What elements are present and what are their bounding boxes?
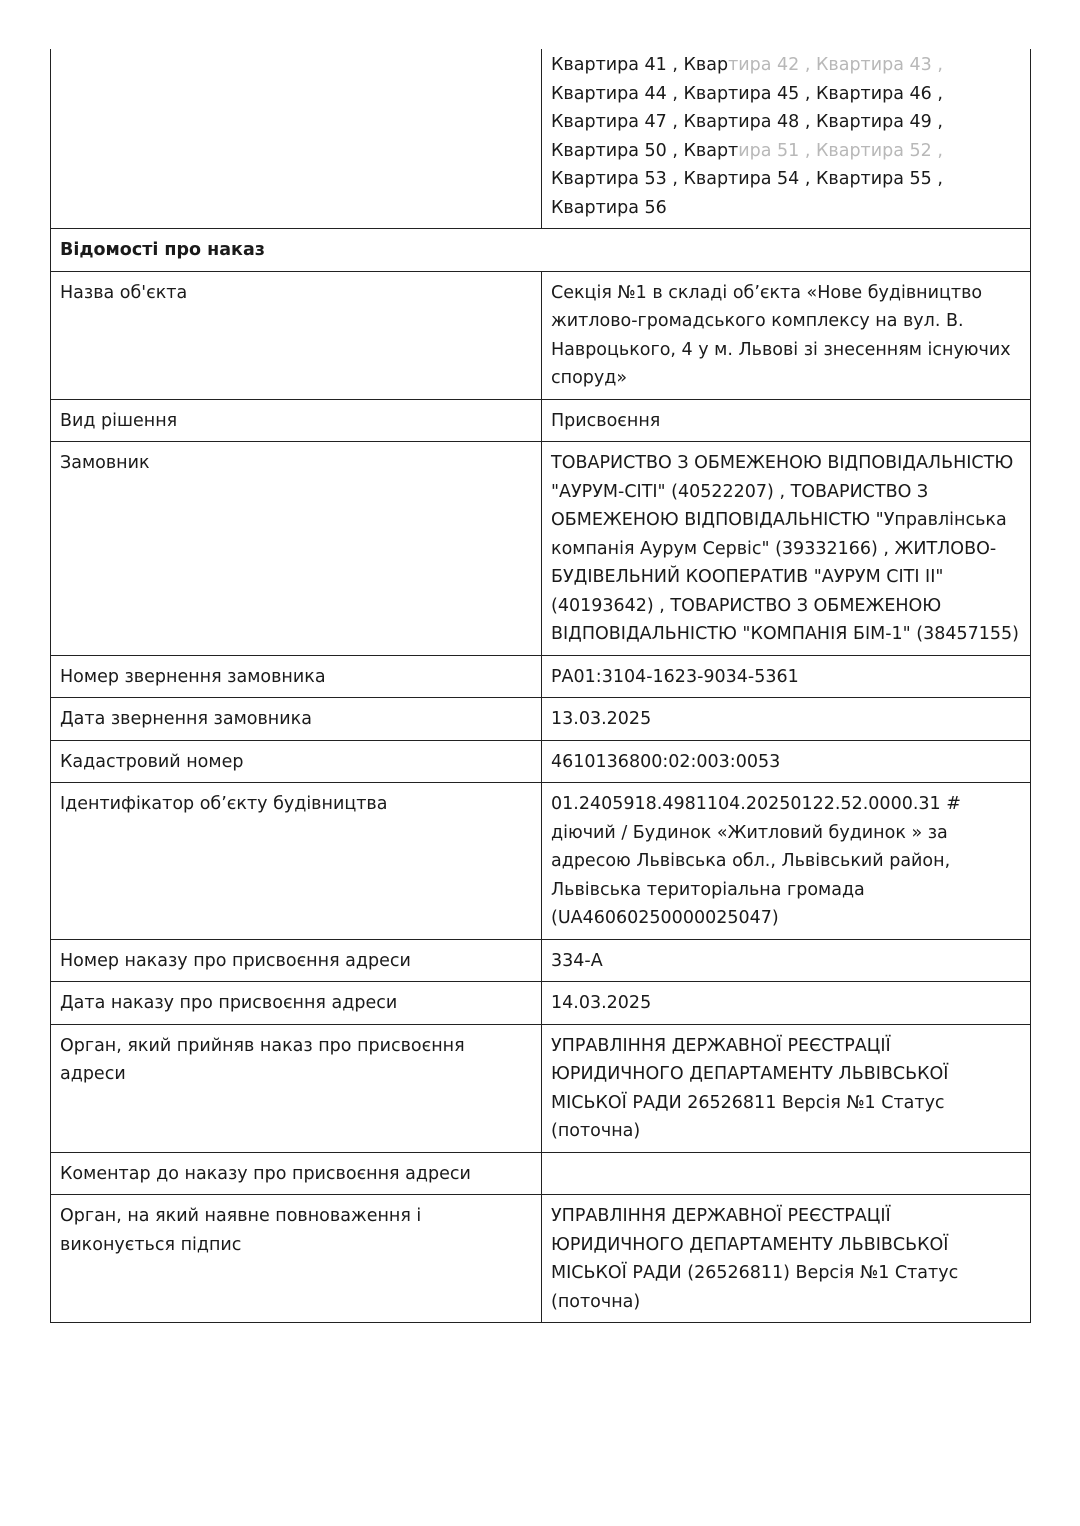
section-title: Відомості про наказ: [51, 229, 1031, 272]
row-label: Замовник: [51, 442, 542, 656]
info-row: [51, 982, 1031, 1025]
row-label: Коментар до наказу про присвоєння адреси: [51, 1152, 542, 1195]
row-value: Секція №1 в складі об’єкта «Нове будівництво житлово-громадського комплексу на вул. В. Навроцького, 4 у м. Львові зі знесенням існуючих споруд»: [542, 271, 1031, 399]
row-value: [542, 1152, 1031, 1195]
row-value: 01.2405918.4981104.20250122.52.0000.31 # діючий / Будинок «Житловий будинок » за адресою Львівська обл., Львівський район, Львівська територіальна громада (UA46060250000025047): [542, 783, 1031, 940]
row-value: УПРАВЛІННЯ ДЕРЖАВНОЇ РЕЄСТРАЦІЇ ЮРИДИЧНОГО ДЕПАРТАМЕНТУ ЛЬВІВСЬКОЇ МІСЬКОЇ РАДИ (26526811) Версія №1 Статус (поточна): [542, 1195, 1031, 1323]
order-info-table: [50, 49, 1031, 1323]
info-row: [51, 783, 1031, 940]
apartments-line: Квартира 41 , Квартира 42 , Квартира 43 ,: [551, 55, 943, 75]
row-label: Ідентифікатор об’єкту будівництва: [51, 783, 542, 940]
row-label: Дата звернення замовника: [51, 698, 542, 741]
section-header-row: [51, 229, 1031, 272]
info-row: [51, 442, 1031, 656]
row-value: Присвоєння: [542, 399, 1031, 442]
apartments-line: Квартира 47 , Квартира 48 , Квартира 49 ,: [551, 112, 943, 132]
apartments-label-cell: [51, 49, 542, 229]
info-row: [51, 655, 1031, 698]
info-row: [51, 1195, 1031, 1323]
info-row: [51, 939, 1031, 982]
row-value: 4610136800:02:003:0053: [542, 740, 1031, 783]
apartments-line: Квартира 44 , Квартира 45 , Квартира 46 ,: [551, 83, 943, 104]
info-row: [51, 698, 1031, 741]
apartments-list-cell: [542, 49, 1031, 229]
apartments-line: Квартира 53 , Квартира 54 , Квартира 55 ,: [551, 169, 943, 189]
row-value: РА01:3104-1623-9034-5361: [542, 655, 1031, 698]
info-row: [51, 1024, 1031, 1152]
apartments-row: [51, 49, 1031, 229]
row-value: ТОВАРИСТВО З ОБМЕЖЕНОЮ ВІДПОВІДАЛЬНІСТЮ "АУРУМ-СІТІ" (40522207) , ТОВАРИСТВО З ОБМЕЖЕНОЮ ВІДПОВІДАЛЬНІСТЮ "Управлінська компанія Аурум Сервіс" (39332166) , ЖИТЛОВО-БУДІВЕЛЬНИЙ КООПЕРАТИВ "АУРУМ СІТІ ІІ" (40193642) , ТОВАРИСТВО З ОБМЕЖЕНОЮ ВІДПОВІДАЛЬНІСТЮ "КОМПАНІЯ БІМ-1" (38457155): [542, 442, 1031, 656]
info-row: [51, 1152, 1031, 1195]
row-label: Кадастровий номер: [51, 740, 542, 783]
info-row: [51, 740, 1031, 783]
info-row: [51, 399, 1031, 442]
row-label: Номер звернення замовника: [51, 655, 542, 698]
row-label: Дата наказу про присвоєння адреси: [51, 982, 542, 1025]
row-value: 334-А: [542, 939, 1031, 982]
row-label: Орган, який прийняв наказ про присвоєння адреси: [51, 1024, 542, 1152]
row-value: 13.03.2025: [542, 698, 1031, 741]
row-label: Вид рішення: [51, 399, 542, 442]
apartments-line: Квартира 50 , Квартира 51 , Квартира 52 ,: [551, 140, 943, 161]
row-label: Назва об'єкта: [51, 271, 542, 399]
row-label: Номер наказу про присвоєння адреси: [51, 939, 542, 982]
row-label: Орган, на який наявне повноваження і виконується підпис: [51, 1195, 542, 1323]
row-value: УПРАВЛІННЯ ДЕРЖАВНОЇ РЕЄСТРАЦІЇ ЮРИДИЧНОГО ДЕПАРТАМЕНТУ ЛЬВІВСЬКОЇ МІСЬКОЇ РАДИ 26526811 Версія №1 Статус (поточна): [542, 1024, 1031, 1152]
row-value: 14.03.2025: [542, 982, 1031, 1025]
apartments-line: Квартира 56: [551, 197, 667, 218]
info-row: [51, 271, 1031, 399]
